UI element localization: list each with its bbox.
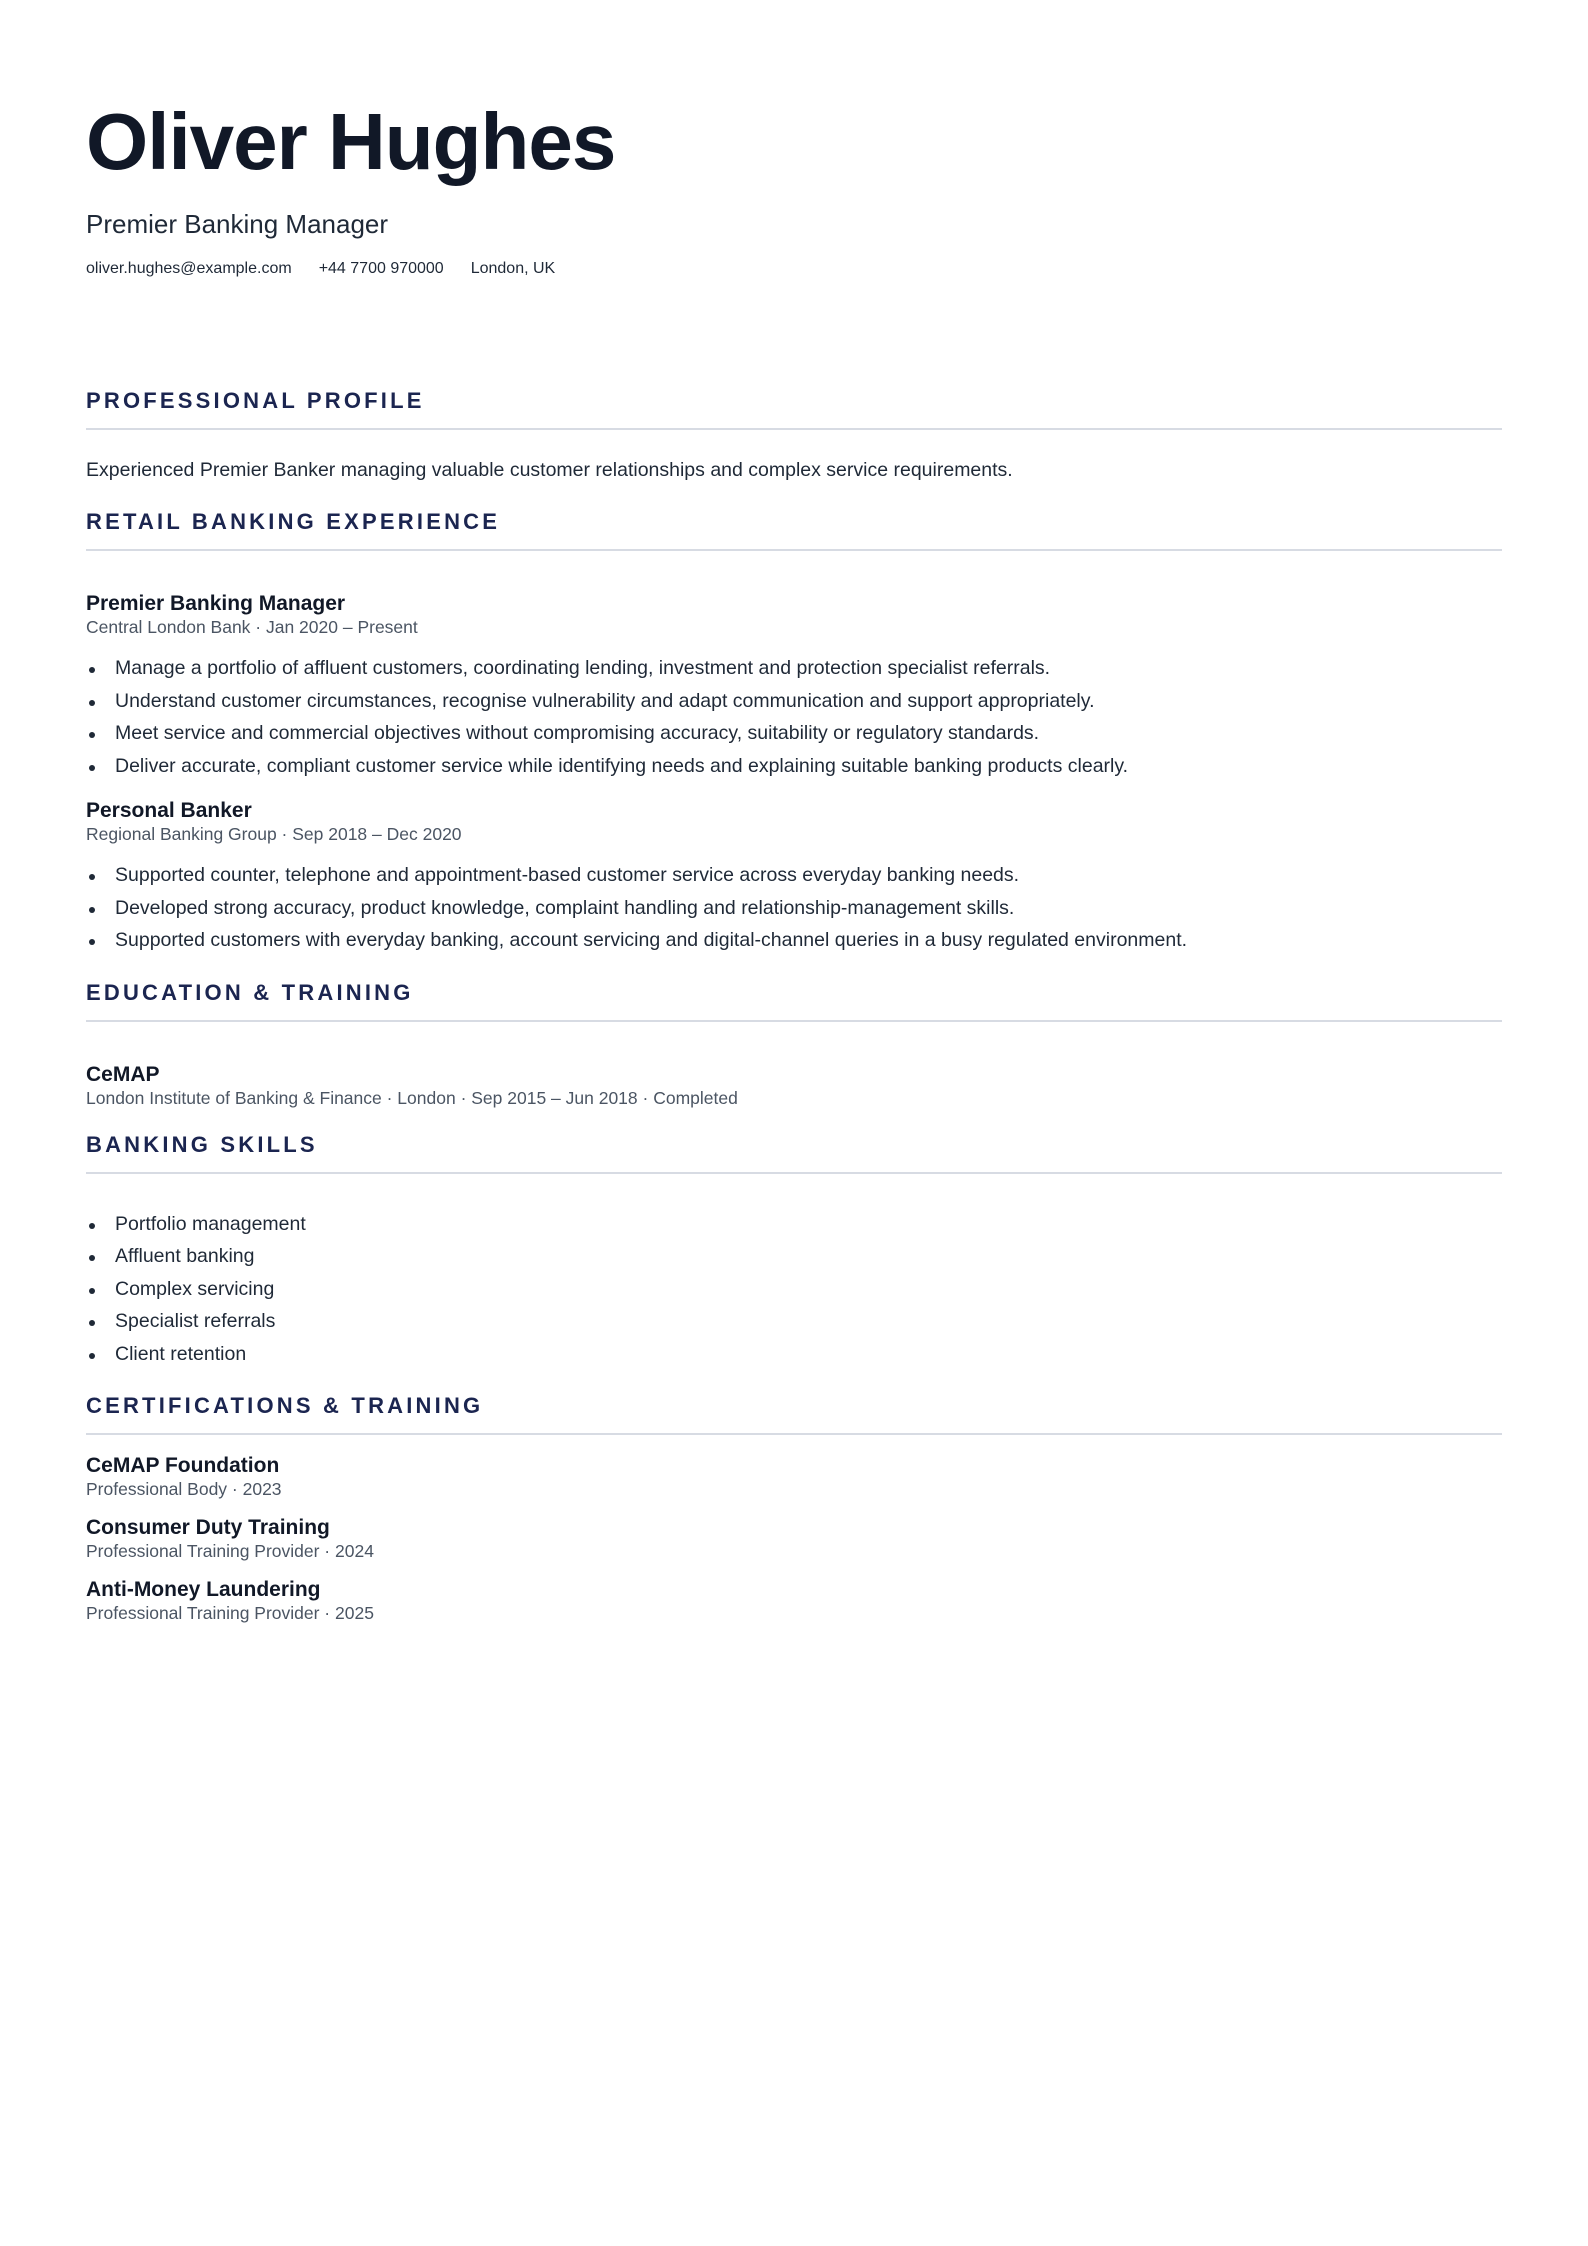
cert-meta: Professional Training Provider · 2024 — [86, 1541, 374, 1561]
job-bullets — [86, 652, 1502, 782]
section-certifications — [86, 1392, 1502, 1624]
education-meta: London Institute of Banking & Finance · London · Sep 2015 – Jun 2018 · Completed — [86, 1087, 738, 1108]
job-entry — [86, 591, 1502, 782]
profile-text: Experienced Premier Banker managing valuable customer relationships and complex service requirements. — [86, 459, 1013, 481]
contact-location: London, UK — [470, 260, 556, 277]
list-item: Meet service and commercial objectives without compromising accuracy, suitability or regulatory standards. — [86, 717, 1502, 750]
cert-title: Anti-Money Laundering — [86, 1578, 321, 1601]
section-heading: CERTIFICATIONS & TRAINING — [86, 1393, 484, 1418]
contact-line — [86, 258, 1502, 280]
job-bullets — [86, 859, 1502, 957]
list-item: Manage a portfolio of affluent customers, coordinating lending, investment and protection specialist referrals. — [86, 652, 1502, 685]
section-education — [86, 979, 1502, 1109]
section-divider — [86, 549, 1502, 551]
resume-header — [86, 96, 1502, 280]
section-divider — [86, 1172, 1502, 1174]
job-entry — [86, 798, 1502, 957]
cert-title: Consumer Duty Training — [86, 1516, 330, 1539]
job-meta: Regional Banking Group · Sep 2018 – Dec 2020 — [86, 824, 462, 844]
cert-entry — [86, 1515, 1502, 1562]
list-item: Supported customers with everyday banking, account servicing and digital-channel queries in a busy regulated environment. — [86, 924, 1502, 957]
candidate-role: Premier Banking Manager — [86, 209, 389, 239]
cert-entry — [86, 1577, 1502, 1624]
list-item: Deliver accurate, compliant customer service while identifying needs and explaining suitable banking products clearly. — [86, 750, 1502, 783]
list-item: Developed strong accuracy, product knowledge, complaint handling and relationship-management skills. — [86, 892, 1502, 925]
list-item: Client retention — [86, 1338, 1502, 1371]
section-heading: PROFESSIONAL PROFILE — [86, 388, 425, 413]
section-heading: RETAIL BANKING EXPERIENCE — [86, 509, 501, 534]
job-meta: Central London Bank · Jan 2020 – Present — [86, 617, 418, 637]
list-item: Portfolio management — [86, 1208, 1502, 1241]
list-item: Affluent banking — [86, 1240, 1502, 1273]
section-skills — [86, 1131, 1502, 1371]
section-heading: BANKING SKILLS — [86, 1131, 318, 1157]
list-item: Understand customer circumstances, recognise vulnerability and adapt communication and support appropriately. — [86, 685, 1502, 718]
cert-meta: Professional Training Provider · 2025 — [86, 1603, 374, 1623]
list-item: Complex servicing — [86, 1273, 1502, 1306]
section-profile — [86, 387, 1502, 483]
cert-entry — [86, 1453, 1502, 1500]
list-item: Specialist referrals — [86, 1305, 1502, 1338]
education-title: CeMAP — [86, 1062, 160, 1086]
contact-phone[interactable]: +44 7700 970000 — [318, 260, 444, 277]
candidate-name: Oliver Hughes — [86, 97, 616, 186]
section-divider — [86, 1020, 1502, 1022]
list-item: Supported counter, telephone and appointment-based customer service across everyday banking needs. — [86, 859, 1502, 892]
job-title: Premier Banking Manager — [86, 592, 346, 615]
contact-email[interactable]: oliver.hughes@example.com — [86, 260, 292, 277]
section-divider — [86, 428, 1502, 430]
section-divider — [86, 1433, 1502, 1435]
cert-title: CeMAP Foundation — [86, 1454, 280, 1477]
skills-list — [86, 1208, 1502, 1371]
cert-meta: Professional Body · 2023 — [86, 1479, 282, 1499]
section-heading: EDUCATION & TRAINING — [86, 979, 414, 1005]
job-title: Personal Banker — [86, 799, 252, 822]
education-entry — [86, 1062, 1502, 1109]
section-experience — [86, 508, 1502, 957]
